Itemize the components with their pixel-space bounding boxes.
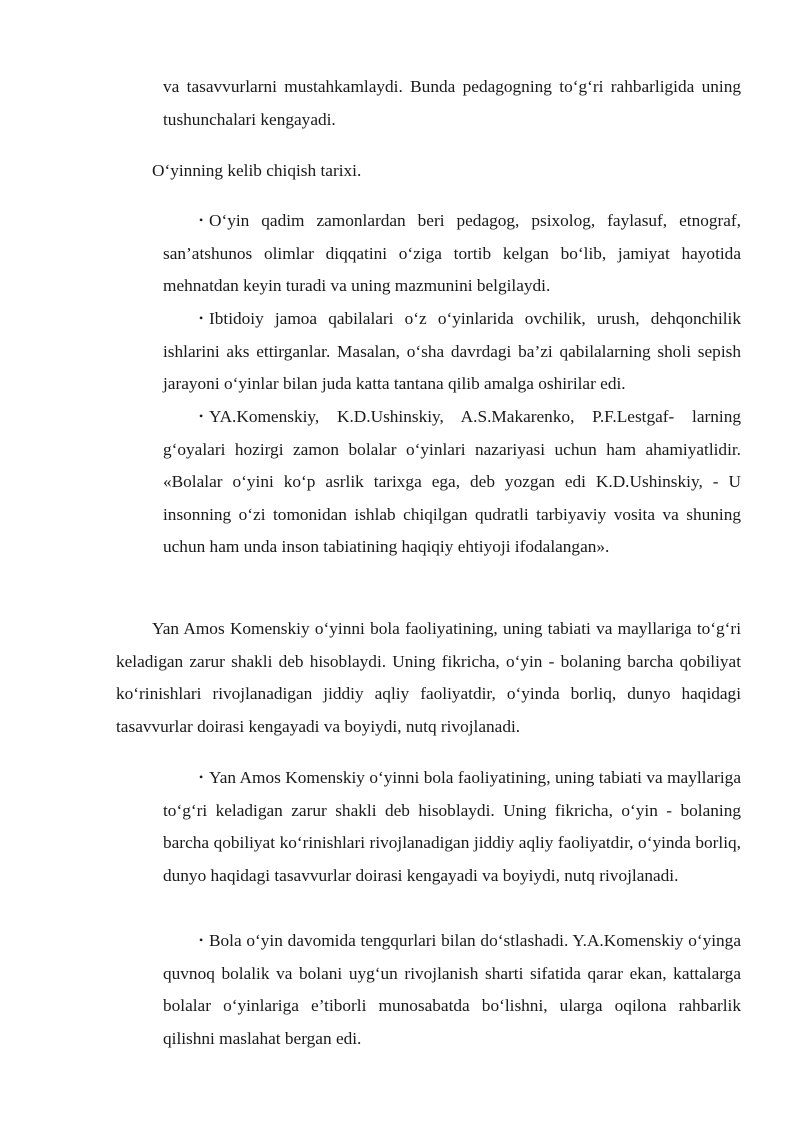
bullet-marker: • bbox=[199, 311, 204, 325]
bullet-item-text: YA.Komenskiy, K.D.Ushinskiy, A.S.Makarenko, P.F.Lestgaf- larning g‘oyalari hozirgi zamon bolalar o‘yinlari nazariyasi uchun ham ahamiyatlidir. «Bolalar o‘yini ko‘p asrlik tarixga ega, deb yozgan edi K.D.Ushinskiy, - U insonning o‘zi tomonidan ishlab chiqilgan qudratli tarbiyaviy vosita va shuning uchun ham unda inson tabiatining haqiqiy ehtiyoji ifodalangan». bbox=[163, 407, 741, 556]
bullet-item-5 bbox=[163, 924, 741, 1055]
section-heading: O‘yinning kelib chiqish tarixi. bbox=[152, 161, 362, 180]
body-paragraph: Yan Amos Komenskiy o‘yinni bola faoliyatining, uning tabiati va mayllariga to‘g‘ri keladigan zarur shakli deb hisoblaydi. Uning fikricha, o‘yin - bolaning barcha qobiliyat ko‘rinishlari rivojlanadigan jiddiy aqliy faoliyatdir, o‘yinda borliq, dunyo haqidagi tasavvurlar doirasi kengayadi va boyiydi, nutq rivojlanadi. bbox=[116, 619, 741, 736]
bullet-item-2 bbox=[163, 302, 741, 401]
bullet-marker: • bbox=[199, 409, 204, 423]
bullet-marker: • bbox=[199, 933, 204, 947]
bullet-item-text: Ibtidoiy jamoa qabilalari o‘z o‘yinlarida ovchilik, urush, dehqonchilik ishlarini aks ettirganlar. Masalan, o‘sha davrdagi ba’zi qabilalarning sholi sepish jarayoni o‘yinlar bilan juda katta tantana qilib amalga oshirilar edi. bbox=[163, 309, 741, 393]
bullet-item-3 bbox=[163, 400, 741, 564]
bullet-marker: • bbox=[199, 213, 204, 227]
bullet-item-text: Yan Amos Komenskiy o‘yinni bola faoliyatining, uning tabiati va mayllariga to‘g‘ri keladigan zarur shakli deb hisoblaydi. Uning fikricha, o‘yin - bolaning barcha qobiliyat ko‘rinishlari rivojlanadigan jiddiy aqliy faoliyatdir, o‘yinda borliq, dunyo haqidagi tasavvurlar doirasi kengayadi va boyiydi, nutq rivojlanadi. bbox=[163, 768, 741, 885]
continuation-paragraph: va tasavvurlarni mustahkamlaydi. Bunda pedagogning to‘g‘ri rahbarligida uning tushunchalari kengayadi. bbox=[163, 77, 741, 129]
bullet-item-4 bbox=[163, 761, 741, 892]
bullet-item-text: O‘yin qadim zamonlardan beri pedagog, psixolog, faylasuf, etnograf, san’atshunos olimlar diqqatini o‘ziga tortib kelgan bo‘lib, jamiyat hayotida mehnatdan keyin turadi va uning mazmunini belgilaydi. bbox=[163, 211, 741, 295]
bullet-marker: • bbox=[199, 770, 204, 784]
bullet-item-1 bbox=[163, 204, 741, 303]
bullet-item-text: Bola o‘yin davomida tengqurlari bilan do‘stlashadi. Y.A.Komenskiy o‘yinga quvnoq bolalik va bolani uyg‘un rivojlanish sharti sifatida qarar ekan, kattalarga bolalar o‘yinlariga e’tiborli munosabatda bo‘lishni, ularga oqilona rahbarlik qilishni maslahat bergan edi. bbox=[163, 931, 741, 1048]
